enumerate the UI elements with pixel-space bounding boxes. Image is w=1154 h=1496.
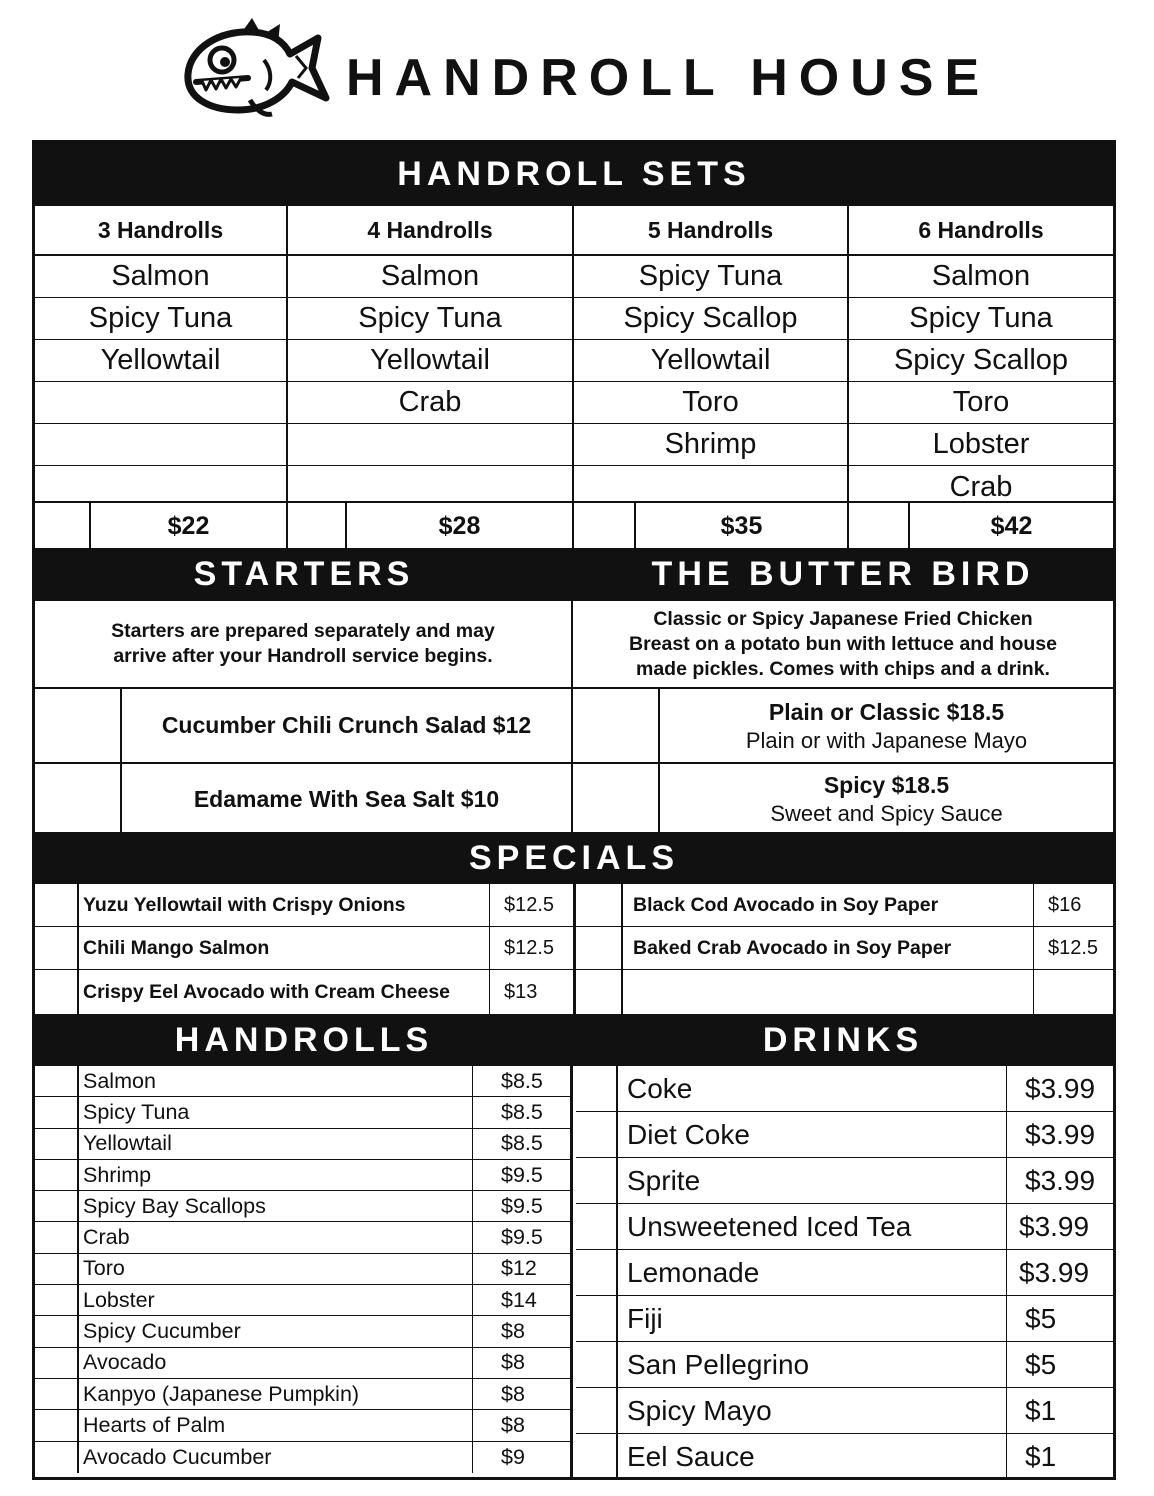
table-row xyxy=(576,1204,1113,1250)
special-name: Black Cod Avocado in Soy Paper xyxy=(623,884,1034,926)
order-checkbox[interactable] xyxy=(35,1160,79,1190)
order-checkbox[interactable] xyxy=(576,1204,618,1249)
drink-name: Eel Sauce xyxy=(618,1434,1007,1480)
drinks-list xyxy=(576,1066,1113,1477)
set-item: Salmon xyxy=(35,256,286,298)
order-checkbox[interactable] xyxy=(35,1066,79,1096)
order-checkbox[interactable] xyxy=(35,1191,79,1221)
order-checkbox[interactable] xyxy=(35,1379,79,1409)
set-column-5 xyxy=(574,206,849,549)
table-row xyxy=(35,1222,570,1253)
set-price: $22 xyxy=(167,511,210,540)
special-price xyxy=(1034,970,1048,1014)
handroll-price: $9.5 xyxy=(501,1162,543,1187)
set-price: $35 xyxy=(720,511,763,540)
handroll-price: $9.5 xyxy=(501,1193,543,1218)
set-item: Crab xyxy=(949,470,1013,503)
order-checkbox[interactable] xyxy=(849,503,910,549)
order-checkbox[interactable] xyxy=(35,1442,79,1473)
set-item xyxy=(35,424,286,466)
set-item: Salmon xyxy=(849,256,1113,298)
order-checkbox[interactable] xyxy=(35,764,122,834)
handroll-price: $12 xyxy=(501,1256,537,1281)
set-item: Spicy Tuna xyxy=(288,298,572,340)
order-checkbox[interactable] xyxy=(35,1222,79,1252)
order-checkbox[interactable] xyxy=(35,1348,79,1378)
drink-price: $1 xyxy=(1025,1441,1057,1472)
specials-table xyxy=(35,884,1113,1014)
order-checkbox[interactable] xyxy=(288,503,347,549)
order-checkbox[interactable] xyxy=(35,1254,79,1284)
handroll-name: Shrimp xyxy=(79,1160,473,1190)
table-row xyxy=(576,1112,1113,1158)
handroll-name: Spicy Bay Scallops xyxy=(79,1191,473,1221)
list-item xyxy=(35,764,571,834)
drink-price: $3.99 xyxy=(1019,1210,1090,1242)
special-price: $16 xyxy=(1048,893,1082,916)
table-row xyxy=(35,1160,570,1191)
handroll-name: Toro xyxy=(79,1254,473,1284)
table-row xyxy=(35,1442,570,1473)
set-item: Shrimp xyxy=(574,424,847,466)
list-item xyxy=(573,764,1113,834)
handroll-price: $8.5 xyxy=(501,1099,543,1124)
handroll-price: $9 xyxy=(501,1444,525,1469)
order-checkbox[interactable] xyxy=(576,1342,618,1387)
set-footer xyxy=(574,501,847,549)
section-butter-bird-header: THE BUTTER BIRD xyxy=(573,548,1113,601)
drink-price: $3.99 xyxy=(1019,1256,1090,1288)
handroll-name: Spicy Cucumber xyxy=(79,1316,473,1346)
handroll-name: Salmon xyxy=(79,1066,473,1096)
order-checkbox[interactable] xyxy=(576,1158,618,1203)
table-row xyxy=(576,970,1113,1014)
table-row xyxy=(576,927,1113,970)
handroll-price: $8 xyxy=(501,1319,525,1344)
table-row xyxy=(35,927,573,970)
table-row xyxy=(35,1379,570,1410)
starters-description-line: arrive after your Handroll service begins. xyxy=(113,645,493,667)
table-row xyxy=(35,1129,570,1160)
set-price: $42 xyxy=(990,511,1033,540)
set-item: Spicy Scallop xyxy=(849,340,1113,382)
order-checkbox[interactable] xyxy=(576,1388,618,1433)
set-price: $28 xyxy=(438,511,481,540)
set-item: Spicy Tuna xyxy=(574,256,847,298)
set-item: Yellowtail xyxy=(574,340,847,382)
butter-bird-item-label: Plain or Classic $18.5 xyxy=(768,698,1005,725)
drink-price: $5 xyxy=(1025,1348,1057,1380)
handroll-name: Spicy Tuna xyxy=(79,1097,473,1127)
drink-name: Diet Coke xyxy=(618,1112,1007,1157)
handroll-name: Avocado xyxy=(79,1348,473,1378)
section-specials-header: SPECIALS xyxy=(35,832,1113,884)
special-name: Yuzu Yellowtail with Crispy Onions xyxy=(79,884,490,926)
table-row xyxy=(576,1066,1113,1112)
order-checkbox[interactable] xyxy=(35,1285,79,1315)
list-item xyxy=(35,689,571,764)
butter-bird-item-detail: Sweet and Spicy Sauce xyxy=(770,801,1003,826)
special-name: Baked Crab Avocado in Soy Paper xyxy=(623,927,1034,969)
drink-price: $3.99 xyxy=(1025,1164,1096,1196)
list-item xyxy=(573,689,1113,764)
drink-name: Coke xyxy=(618,1066,1007,1111)
order-checkbox[interactable] xyxy=(35,1129,79,1159)
table-row xyxy=(35,1254,570,1285)
table-row xyxy=(35,1285,570,1316)
starters-list xyxy=(35,689,573,832)
set-item: Yellowtail xyxy=(288,340,572,382)
butter-bird-description-line: Breast on a potato bun with lettuce and house xyxy=(629,632,1057,655)
special-price: $12.5 xyxy=(504,893,555,916)
order-checkbox[interactable] xyxy=(576,1250,618,1295)
special-price: $13 xyxy=(504,980,538,1003)
table-row xyxy=(35,1097,570,1128)
drink-name: Sprite xyxy=(618,1158,1007,1203)
table-row xyxy=(35,884,573,927)
butter-bird-item-detail: Plain or with Japanese Mayo xyxy=(745,727,1028,753)
butter-bird-description-line: Classic or Spicy Japanese Fried Chicken xyxy=(653,607,1033,630)
order-checkbox[interactable] xyxy=(576,1066,618,1111)
starter-item-label: Edamame With Sea Salt $10 xyxy=(193,785,500,812)
set-item: Lobster xyxy=(849,424,1113,466)
order-checkbox[interactable] xyxy=(35,884,79,926)
handroll-price: $8.5 xyxy=(501,1068,543,1093)
set-item: Toro xyxy=(574,382,847,424)
drink-price: $1 xyxy=(1025,1394,1057,1426)
butter-bird-item-label: Spicy $18.5 xyxy=(823,772,950,798)
set-column-6 xyxy=(849,206,1113,549)
order-checkbox[interactable] xyxy=(35,503,91,549)
table-row xyxy=(576,1250,1113,1296)
handroll-price: $8 xyxy=(501,1381,525,1406)
starters-description-line: Starters are prepared separately and may xyxy=(111,620,495,642)
drink-price: $3.99 xyxy=(1025,1072,1096,1104)
special-name xyxy=(623,970,1034,1014)
section-handroll-sets-header: HANDROLL SETS xyxy=(35,143,1113,205)
set-item: Salmon xyxy=(288,256,572,298)
set-item: Spicy Scallop xyxy=(574,298,847,340)
starters-description xyxy=(35,601,573,689)
section-starters-header: STARTERS xyxy=(35,548,573,601)
order-checkbox[interactable] xyxy=(35,970,79,1014)
handroll-price: $9.5 xyxy=(501,1225,543,1250)
handroll-name: Avocado Cucumber xyxy=(79,1442,473,1473)
special-name: Chili Mango Salmon xyxy=(79,927,490,969)
handroll-price: $14 xyxy=(501,1287,537,1312)
order-checkbox[interactable] xyxy=(576,1112,618,1157)
set-column-4 xyxy=(288,206,574,549)
drink-name: Fiji xyxy=(618,1296,1007,1341)
drink-name: Lemonade xyxy=(618,1250,1007,1295)
handroll-name: Hearts of Palm xyxy=(79,1410,473,1440)
set-title: 4 Handrolls xyxy=(288,206,572,256)
handroll-name: Yellowtail xyxy=(79,1129,473,1159)
table-row xyxy=(576,1342,1113,1388)
drink-name: Spicy Mayo xyxy=(618,1388,1007,1433)
set-item: Crab xyxy=(288,382,572,424)
special-price: $12.5 xyxy=(1048,936,1099,959)
butter-bird-description-line: made pickles. Comes with chips and a drink. xyxy=(636,657,1050,680)
order-checkbox[interactable] xyxy=(576,927,623,969)
piranha-fish-icon xyxy=(180,16,330,124)
set-title: 6 Handrolls xyxy=(849,206,1113,256)
order-checkbox[interactable] xyxy=(35,689,122,762)
order-checkbox[interactable] xyxy=(35,1316,79,1346)
set-column-3 xyxy=(35,206,288,549)
special-name: Crispy Eel Avocado with Cream Cheese xyxy=(79,970,490,1014)
set-item: Toro xyxy=(849,382,1113,424)
butter-bird-description xyxy=(573,601,1113,689)
handroll-price: $8 xyxy=(501,1350,525,1375)
drink-price: $3.99 xyxy=(1025,1118,1096,1150)
butter-bird-list xyxy=(573,689,1113,832)
drink-price: $5 xyxy=(1025,1302,1057,1334)
order-checkbox[interactable] xyxy=(35,1410,79,1440)
handroll-name: Crab xyxy=(79,1222,473,1252)
order-checkbox[interactable] xyxy=(573,689,660,762)
set-item: Yellowtail xyxy=(35,340,286,382)
starter-item-label: Cucumber Chili Crunch Salad $12 xyxy=(161,712,532,738)
table-row xyxy=(35,1348,570,1379)
order-checkbox[interactable] xyxy=(576,970,623,1014)
order-checkbox[interactable] xyxy=(576,1434,618,1480)
set-title: 3 Handrolls xyxy=(35,206,286,256)
handroll-name: Kanpyo (Japanese Pumpkin) xyxy=(79,1379,473,1409)
handroll-price: $8.5 xyxy=(501,1131,543,1156)
table-row xyxy=(576,1158,1113,1204)
set-item xyxy=(288,424,572,466)
handrolls-list xyxy=(35,1066,573,1477)
handroll-price: $8 xyxy=(501,1412,525,1437)
table-row xyxy=(35,1410,570,1441)
set-item: Spicy Tuna xyxy=(849,298,1113,340)
section-drinks-header: DRINKS xyxy=(573,1014,1113,1066)
handroll-sets-table xyxy=(35,205,1113,548)
set-title: 5 Handrolls xyxy=(574,206,847,256)
table-row xyxy=(35,970,573,1014)
set-footer xyxy=(288,501,572,549)
order-checkbox[interactable] xyxy=(574,503,636,549)
table-row xyxy=(576,1388,1113,1434)
drink-name: San Pellegrino xyxy=(618,1342,1007,1387)
set-item: Spicy Tuna xyxy=(35,298,286,340)
order-checkbox[interactable] xyxy=(35,1097,79,1127)
table-row xyxy=(35,1316,570,1347)
drink-name: Unsweetened Iced Tea xyxy=(618,1204,1007,1249)
order-checkbox[interactable] xyxy=(576,1296,618,1341)
set-footer xyxy=(35,501,286,549)
set-item xyxy=(35,382,286,424)
set-footer xyxy=(849,501,1113,549)
table-row xyxy=(35,1191,570,1222)
table-row xyxy=(576,1434,1113,1480)
order-checkbox[interactable] xyxy=(35,927,79,969)
table-row xyxy=(576,884,1113,927)
brand-title: HANDROLL HOUSE xyxy=(346,49,991,107)
section-handrolls-header: HANDROLLS xyxy=(35,1014,573,1066)
table-row xyxy=(35,1066,570,1097)
order-checkbox[interactable] xyxy=(576,884,623,926)
order-checkbox[interactable] xyxy=(573,764,660,834)
table-row xyxy=(576,1296,1113,1342)
handroll-name: Lobster xyxy=(79,1285,473,1315)
special-price: $12.5 xyxy=(504,936,555,959)
